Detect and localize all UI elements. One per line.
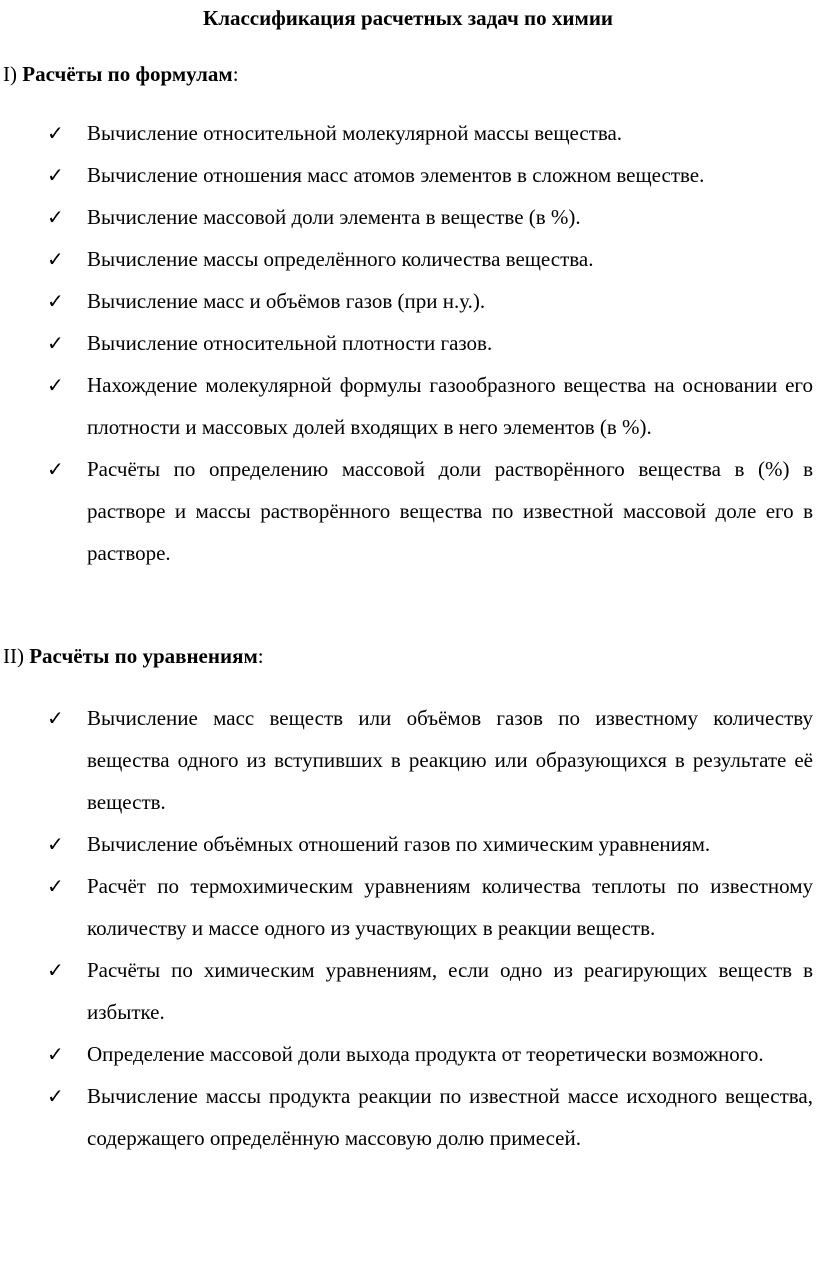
section-1-colon: :: [232, 62, 239, 86]
checkmark-icon: ✓: [47, 205, 64, 229]
list-item-text: Расчёт по термохимическим уравнениям количества теплоты по известному количеству и массе одного из участвующих в реакции веществ.: [87, 874, 813, 940]
checkmark-icon: ✓: [47, 706, 64, 730]
section-2-title: Расчёты по уравнениям: [29, 644, 258, 668]
section-1-numeral: I): [3, 62, 17, 86]
list-item-text: Вычисление масс веществ или объёмов газов по известному количеству вещества одного из вступивших в реакцию или образующихся в результате её веществ.: [87, 706, 813, 814]
section-2-numeral: II): [3, 644, 24, 668]
list-item-text: Вычисление относительной молекулярной массы вещества.: [87, 121, 623, 145]
checkmark-icon: ✓: [47, 289, 64, 313]
list-item: [0, 196, 816, 238]
list-item-text: Вычисление отношения масс атомов элементов в сложном веществе.: [87, 163, 705, 187]
list-item: [0, 865, 816, 949]
list-item-text: Вычисление массовой доли элемента в веществе (в %).: [87, 205, 581, 229]
checkmark-icon: ✓: [47, 457, 64, 481]
list-item: [0, 823, 816, 865]
section-2-colon: :: [257, 644, 264, 668]
section-2-list: [0, 697, 816, 1159]
checkmark-icon: ✓: [47, 874, 64, 898]
checkmark-icon: ✓: [47, 1042, 64, 1066]
checkmark-icon: ✓: [47, 1084, 64, 1108]
list-item: [0, 1075, 816, 1159]
list-item-text: Расчёты по определению массовой доли растворённого вещества в (%) в растворе и массы растворённого вещества по известной массовой доле его в растворе.: [87, 457, 813, 565]
checkmark-icon: ✓: [47, 958, 64, 982]
list-item: [0, 112, 816, 154]
list-item-text: Вычисление масс и объёмов газов (при н.у.).: [87, 289, 486, 313]
list-item: [0, 1033, 816, 1075]
list-item: [0, 280, 816, 322]
list-item: [0, 238, 816, 280]
list-item-text: Вычисление объёмных отношений газов по химическим уравнениям.: [87, 832, 711, 856]
checkmark-icon: ✓: [47, 163, 64, 187]
list-item: [0, 154, 816, 196]
list-item-text: Определение массовой доли выхода продукта от теоретически возможного.: [87, 1042, 764, 1066]
checkmark-icon: ✓: [47, 373, 64, 397]
list-item-text: Вычисление массы определённого количества вещества.: [87, 247, 594, 271]
section-1-list: [0, 112, 816, 574]
document-title: Классификация расчетных задач по химии: [202, 6, 614, 30]
list-item: [0, 364, 816, 448]
list-item: [0, 697, 816, 823]
list-item: [0, 322, 816, 364]
list-item-text: Вычисление относительной плотности газов.: [87, 331, 493, 355]
section-1-heading: [3, 60, 239, 88]
section-1-title: Расчёты по формулам: [22, 62, 233, 86]
list-item-text: Вычисление массы продукта реакции по известной массе исходного вещества, содержащего определённую массовую долю примесей.: [87, 1084, 813, 1150]
section-2-heading: [3, 642, 264, 670]
list-item-text: Нахождение молекулярной формулы газообразного вещества на основании его плотности и массовых долей входящих в него элементов (в %).: [87, 373, 813, 439]
checkmark-icon: ✓: [47, 121, 64, 145]
list-item-text: Расчёты по химическим уравнениям, если одно из реагирующих веществ в избытке.: [87, 958, 813, 1024]
list-item: [0, 448, 816, 574]
list-item: [0, 949, 816, 1033]
checkmark-icon: ✓: [47, 832, 64, 856]
checkmark-icon: ✓: [47, 331, 64, 355]
checkmark-icon: ✓: [47, 247, 64, 271]
